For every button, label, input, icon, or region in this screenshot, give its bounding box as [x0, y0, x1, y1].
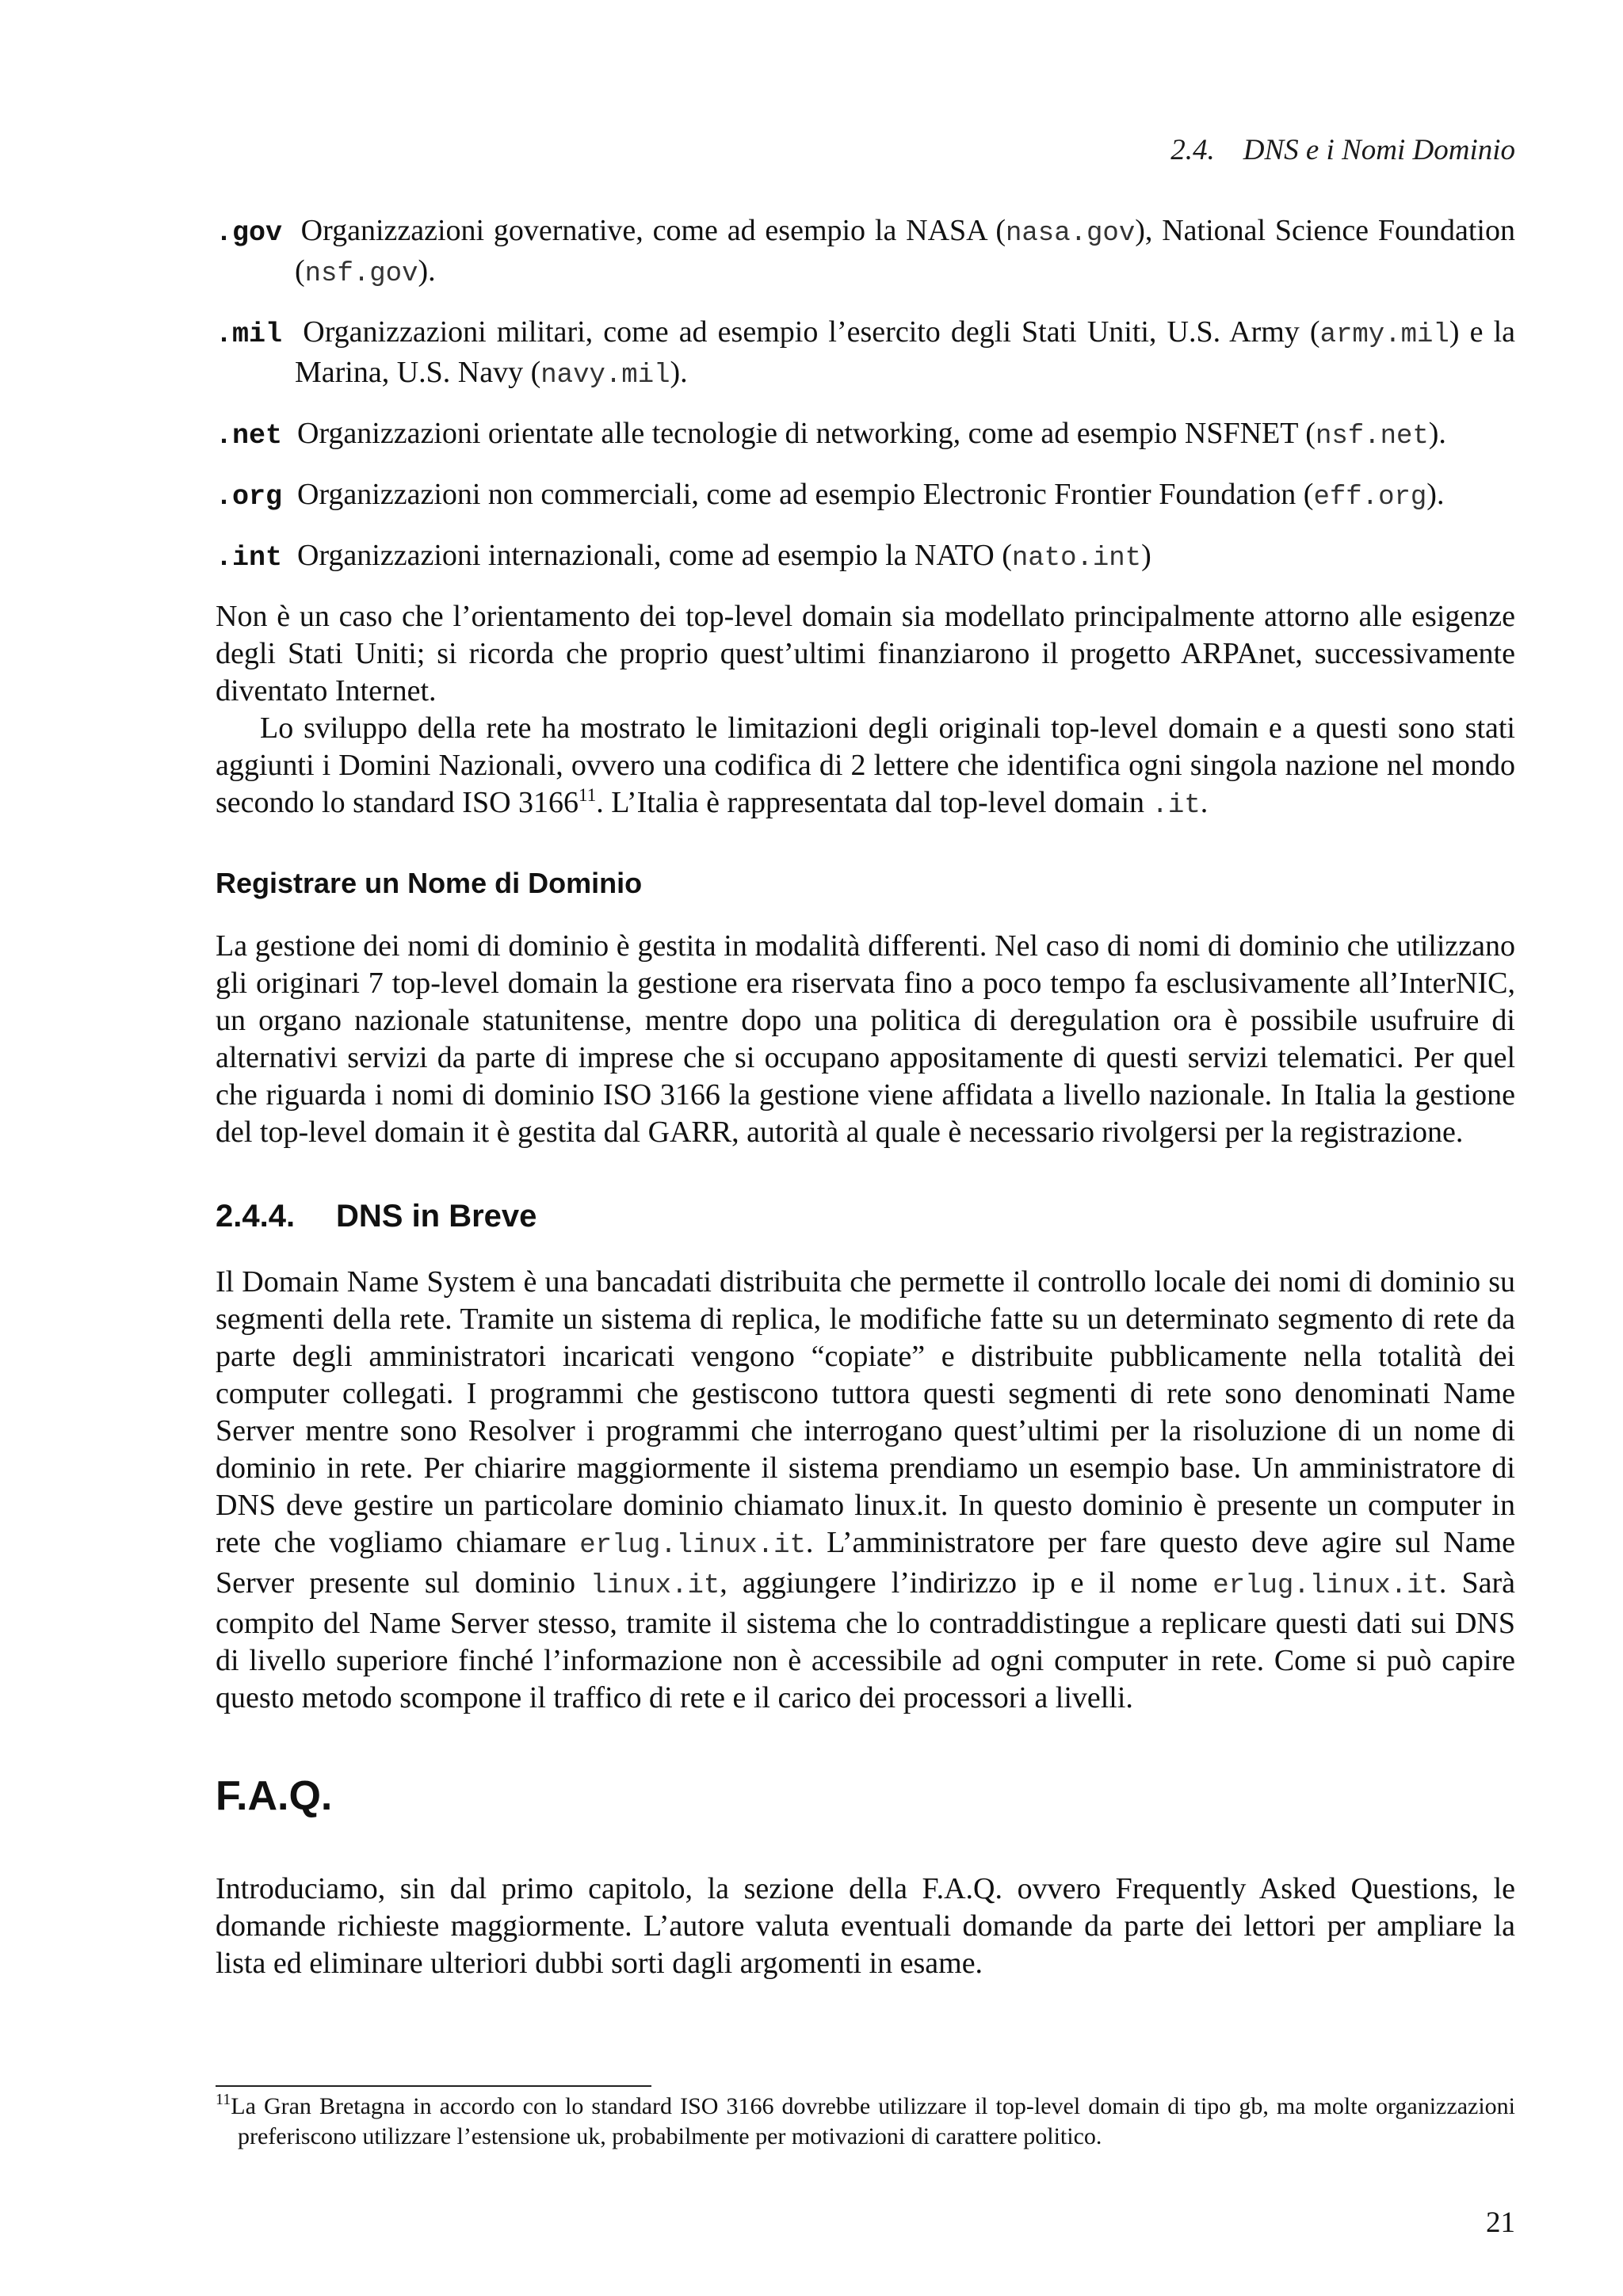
tld-key: .mil	[216, 318, 283, 350]
inline-code: erlug.linux.it	[1212, 1571, 1439, 1601]
tld-desc: ), National Science Foundation (	[295, 214, 1515, 288]
tld-desc: Organizzazioni governative, come ad esempio la NASA (	[300, 214, 1006, 247]
paragraph-text: .	[1200, 786, 1209, 819]
tld-desc: Organizzazioni militari, come ad esempio l’esercito degli Stati Uniti, U.S. Army (	[303, 315, 1320, 349]
running-head-section: 2.4.	[1170, 134, 1215, 166]
tld-example-code: nato.int	[1011, 543, 1142, 574]
tld-example-code: nsf.gov	[304, 259, 418, 289]
tld-desc: ).	[418, 254, 436, 288]
paragraph-text: Lo sviluppo della rete ha mostrato le limitazioni degli originali top-level domain e a questi sono stati aggiunti i Domini Nazionali, ovvero una codifica di 2 lettere che identifica ogni singola nazione nel mondo secondo lo standard ISO 3166	[216, 711, 1515, 819]
paragraph-text: . L’Italia è rappresentata dal top-level domain	[596, 786, 1152, 819]
paragraph-domain-management: La gestione dei nomi di dominio è gestita in modalità differenti. Nel caso di nomi di dominio che utilizzano gli originari 7 top-level domain la gestione era riservata fino a poco tempo fa esclusivamente all’InterNIC, un organo nazionale statunitense, mentre dopo una politica di deregulation ora è possibile usufruire di alternativi servizi da parte di imprese che si occupano appositamente di questi servizi telematici. Per quel che riguarda i nomi di dominio ISO 3166 la gestione viene affidata a livello nazionale. In Italia la gestione del top-level domain it è gestita dal GARR, autorità al quale è necessario rivolgersi per la registrazione.	[216, 929, 1515, 1149]
tld-example-code: navy.mil	[540, 360, 670, 391]
footnote-rule	[216, 2085, 651, 2087]
tld-key: .int	[216, 542, 283, 574]
tld-desc: Organizzazioni non commerciali, come ad esempio Electronic Frontier Foundation (	[297, 478, 1314, 511]
tld-item-org	[216, 476, 1515, 517]
running-head	[951, 133, 1515, 167]
paragraph-faq-intro: Introduciamo, sin dal primo capitolo, la sezione della F.A.Q. ovvero Frequently Asked Questions, le domande richieste maggiormente. L’autore valuta eventuali domande da parte dei lettori per ampliare la lista ed eliminare ulteriori dubbi sorti dagli argomenti in esame.	[216, 1872, 1515, 1980]
tld-key: .net	[216, 420, 283, 452]
tld-desc: ) e la Marina, U.S. Navy (	[295, 315, 1516, 389]
footnote	[216, 2092, 1515, 2152]
tld-desc: )	[1141, 539, 1151, 572]
tld-example-code: army.mil	[1319, 320, 1449, 350]
faq-heading: F.A.Q.	[216, 1773, 333, 1819]
running-head-title: DNS e i Nomi Dominio	[1243, 134, 1515, 166]
tld-key: .gov	[216, 217, 283, 249]
tld-list	[216, 212, 1515, 578]
tld-item-net	[216, 415, 1515, 456]
footnote-text: La Gran Bretagna in accordo con lo standard ISO 3166 dovrebbe utilizzare il top-level domain di tipo gb, ma molte organizzazioni preferiscono utilizzare l’estensione uk, probabilmente per motivazioni di carattere politico.	[231, 2093, 1515, 2149]
paragraph-tld-orientation: Non è un caso che l’orientamento dei top-level domain sia modellato principalmente attorno alle esigenze degli Stati Uniti; si ricorda che proprio quest’ultimi finanziarono il progetto ARPAnet, successivamente diventato Internet.	[216, 600, 1515, 707]
paragraph-text: . Sarà compito del Name Server stesso, tramite il sistema che lo contraddistingue a replicare questi dati sui DNS di livello superiore finché l’informazione non è accessibile ad ogni computer in rete. Come si può capire questo metodo scompone il traffico di rete e il carico dei processori a livelli.	[216, 1566, 1516, 1714]
section-number: 2.4.4.	[216, 1199, 296, 1234]
tld-item-mil	[216, 314, 1515, 395]
tld-example-code: nasa.gov	[1006, 219, 1136, 249]
page-number: 21	[1486, 2206, 1515, 2239]
tld-desc: Organizzazioni internazionali, come ad esempio la NATO (	[297, 539, 1012, 572]
tld-example-code: eff.org	[1313, 482, 1427, 513]
paragraph-text: . L’amministratore per fare questo deve agire sul Name Server presente sul dominio	[216, 1526, 1515, 1600]
paragraph-national-domains	[216, 710, 1515, 825]
paragraph-text: , aggiungere l’indirizzo ip e il nome	[720, 1566, 1213, 1600]
paragraph-text: Il Domain Name System è una bancadati distribuita che permette il controllo locale dei nomi di dominio su segmenti della rete. Tramite un sistema di replica, le modifiche fatte su un determinato segmento di rete da parte degli amministratori incaricati vengono “copiate” e distribuite pubblicamente nella totalità dei computer collegati. I programmi che gestiscono tuttora questi segmenti di rete sono denominati Name Server mentre sono Resolver i programmi che interrogano quest’ultimi per la risoluzione di un nome di dominio in rete. Per chiarire maggiormente il sistema prendiamo un esempio base. Un amministratore di DNS deve gestire un particolare dominio chiamato linux.it. In questo dominio è presente un computer in rete che vogliamo chiamare	[216, 1265, 1515, 1559]
inline-code: erlug.linux.it	[579, 1531, 806, 1561]
inline-code: .it	[1151, 791, 1201, 821]
main-content	[216, 212, 1515, 1982]
tld-example-code: nsf.net	[1315, 421, 1429, 452]
section-title: DNS in Breve	[336, 1199, 537, 1234]
tld-item-int	[216, 537, 1515, 578]
section-heading	[216, 1197, 1515, 1235]
tld-key: .org	[216, 481, 283, 513]
inline-code: linux.it	[590, 1571, 720, 1601]
tld-item-gov	[216, 212, 1515, 293]
footnote-number: 11	[216, 2091, 231, 2108]
tld-desc: Organizzazioni orientate alle tecnologie di networking, come ad esempio NSFNET (	[297, 417, 1316, 450]
tld-desc: ).	[1428, 417, 1446, 450]
tld-desc: ).	[670, 356, 688, 389]
footnote-marker[interactable]: 11	[579, 785, 597, 805]
tld-desc: ).	[1426, 478, 1445, 511]
subheading-register-domain: Registrare un Nome di Dominio	[216, 867, 643, 899]
paragraph-dns-overview	[216, 1264, 1515, 1717]
